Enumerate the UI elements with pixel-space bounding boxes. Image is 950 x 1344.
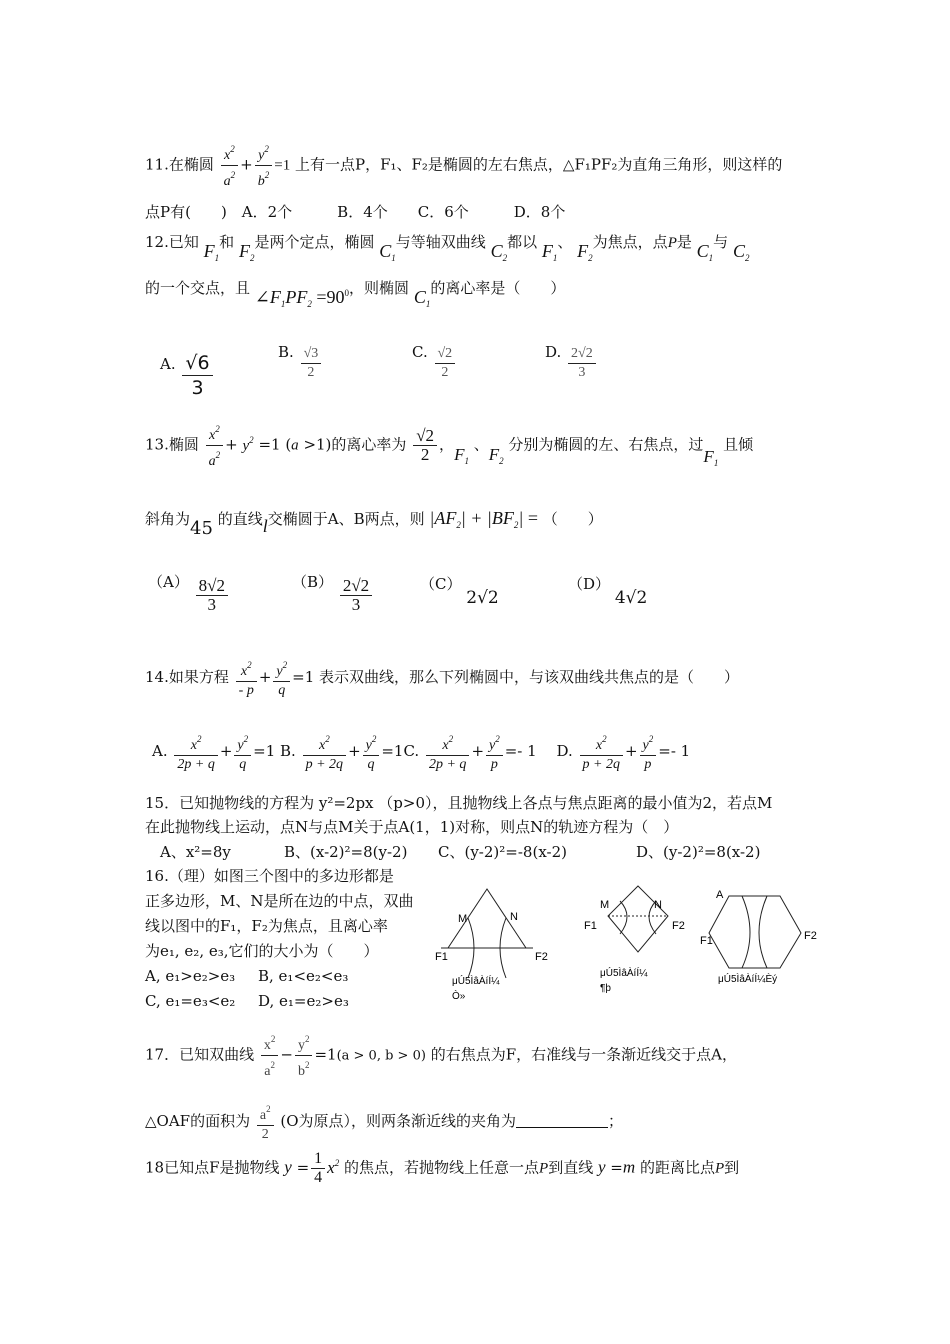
question-18-line1: 18已知点F是抛物线 y = $\frac{1}{4}$ $x^2$ 的焦点，若抛物线上任意一点P到直线 y =m 的距离比点P到	[145, 1150, 740, 1186]
svg-text:F2: F2	[672, 920, 685, 932]
exam-page: 11.在椭圆 $\frac{x^2}{a^2}$ + $\frac{y^2}{b^2}$ =1 上有一点P，F₁、F₂是椭圆的左右焦点，△F₁PF₂为直角三角形，则这样的 点P有( ) A．2个 B．4个 C．6个 D．8个 12.已知 $F_1$和 $F_2$是两个定点，椭圆 $C_1$与等轴双曲线 $C_2$都以 $F_1$、 $F_2$为焦点，点P是 $C_1$与 $C_2$ 的一个交点，且 $\angle F_1PF_2 =90^0$，则椭圆 $C_1$的离心率是（ ） A. $\frac{√6}{3}$ B. $\frac{√3}{2}$ C. $\frac{√2}{2}$ D. $\frac{2√2}{3}$ 13.椭圆 $\frac{x^2}{a^2}$ + $y^2 =1$ (a >1)的离心率为 $\frac{√2}{2}$ ，$F_1$ 、$F_2$ 分别为椭圆的左、右焦点，过$F_1$ 且倾 斜角为45 的直线l交椭圆于A、B两点，则 $|AF_2| + |BF_2|$ = （ ） （A） $\frac{8√2}{3}$ （B） $\frac{2√2}{3}$ （C） 2√2 （D） 4√2 14.如果方程 $\frac{x^2}{- p}$ + $\frac{y^2}{q}$ =1 表示双曲线，那么下列椭圆中，与该双曲线共焦点的是（ ） A. $\frac{x^2}{2p + q}$ + $\frac{y^2}{q}$ =1 B. $\frac{x^2}{p + 2q}$ + $\frac{y^2}{q}$ =1C. $\frac{x^2}{2p + q}$ + $\frac{y^2}{p}$ =- 1 D. $\frac{x^2}{p + 2q}$ + $\frac{y^2}{p}$ =- 1 15．已知抛物线的方程为 y²=2px （p>0），且抛物线上各点与焦点距离的最小值为2，若点M 在此抛物线上运动，点N与点M关于点A(1，1)对称，则点N的轨迹方程为（ ） A、x²=8y B、(x-2)²=8(y-2) C、(y-2)²=-8(x-2) D、(y-2)²=8(x-2) 16.（理）如图三个图中的多边形都是 正多边形，M、N是所在边的中点，双曲 线以图中的F₁，F₂为焦点，且离心率 为e₁, e₂, e₃,它们的大小为（ ） A, e₁>e₂>e₃ B, e₁<e₂<e₃ C, e₁=e₃<e₂ D, e₁=e₂>e₃ M N F1 F2 μÚ5ÌâÀíÍ¼ Ò» M N F1 F2 μÚ5ÌâÀíÍ¼ ¶þ A F1 F2 μÚ5ÌâÀíÍ¼Èý 17．已知双曲线 $\frac{x^2}{a^2}$ − $\frac{y^2}{b^2}$ =1(a > 0, b > 0) 的右焦点为F，右准线与一条渐近线交于点A， △OAF的面积为 $\frac{a^2}{2}$ (O为原点），则两条渐近线的夹角为 ； 18已知点F是抛物线 y = $\frac{1}{4}$ $x^2$ 的焦点，若抛物线上任意一点P到直线 y =m 的距离比点P到	[0, 0, 950, 1344]
svg-text:Ò»: Ò»	[452, 991, 466, 1002]
frac-x2-a2: $\frac{x^2}{a^2}$	[221, 140, 239, 191]
question-12-line1: 12.已知 $F_1$和 $F_2$是两个定点，椭圆 $C_1$与等轴双曲线 $C_2$都以 $F_1$、 $F_2$为焦点，点P是 $C_1$与 $C_2$	[145, 233, 750, 263]
question-17-line1: 17．已知双曲线 $\frac{x^2}{a^2}$ − $\frac{y^2}{b^2}$ =1(a > 0, b > 0) 的右焦点为F，右准线与一条渐近线交于点A，	[145, 1030, 737, 1081]
frac-y2-b2: $\frac{y^2}{b^2}$	[255, 140, 273, 191]
question-11-line2: 点P有( ) A．2个 B．4个 C．6个 D．8个	[145, 203, 566, 221]
svg-text:F1: F1	[700, 935, 713, 947]
fig1-caption: μÚ5ÌâÀíÍ¼	[452, 976, 500, 987]
figure-3-hexagon	[700, 889, 817, 985]
question-13-line2: 斜角为45 的直线l交椭圆于A、B两点，则 $|AF_2| + |BF_2|$ = （ ）	[145, 508, 603, 539]
svg-text:¶þ: ¶þ	[600, 983, 611, 994]
svg-text:N: N	[654, 899, 662, 911]
figure-1-triangle	[435, 889, 548, 1002]
question-17-line2: △OAF的面积为 $\frac{a^2}{2}$ (O为原点），则两条渐近线的夹角为 ；	[145, 1100, 623, 1144]
question-12-line2: 的一个交点，且 $\angle F_1PF_2 =90^0$，则椭圆 $C_1$的离心率是（ ）	[145, 279, 566, 309]
svg-text:F1: F1	[584, 920, 597, 932]
fig1-label-f1: F1	[435, 951, 448, 963]
question-12-options: A. $\frac{√6}{3}$	[160, 340, 215, 400]
fig1-label-n: N	[510, 911, 518, 923]
figure-2-square	[584, 886, 685, 994]
question-16-line1: 16.（理）如图三个图中的多边形都是	[145, 867, 394, 885]
svg-text:M: M	[600, 899, 610, 911]
question-13-line1: 13.椭圆 $\frac{x^2}{a^2}$ + $y^2 =1$ (a >1)的离心率为 $\frac{√2}{2}$ ，$F_1$ 、$F_2$ 分别为椭圆的左、右焦点，过$F_1$ 且倾	[145, 420, 753, 473]
question-11-line1: 11.在椭圆 $\frac{x^2}{a^2}$ + $\frac{y^2}{b^2}$ =1 上有一点P，F₁、F₂是椭圆的左右焦点，△F₁PF₂为直角三角形，则这样的	[145, 140, 782, 191]
question-14-line1: 14.如果方程 $\frac{x^2}{- p}$ + $\frac{y^2}{q}$ =1 表示双曲线，那么下列椭圆中，与该双曲线共焦点的是（ ）	[145, 656, 739, 700]
svg-text:μÚ5ÌâÀíÍ¼Èý: μÚ5ÌâÀíÍ¼Èý	[718, 974, 778, 985]
question-15-line1: 15．已知抛物线的方程为 y²=2px （p>0），且抛物线上各点与焦点距离的最小值为2，若点M	[145, 794, 773, 812]
svg-text:μÚ5ÌâÀíÍ¼: μÚ5ÌâÀíÍ¼	[600, 968, 648, 979]
svg-text:A: A	[716, 889, 724, 901]
question-14-options: A. $\frac{x^2}{2p + q}$ + $\frac{y^2}{q}$ =1 B. $\frac{x^2}{p + 2q}$ + $\frac{y^2}{q}$ =1C. $\frac{x^2}{2p + q}$ + $\frac{y^2}{p}$ =- 1 D. $\frac{x^2}{p + 2q}$ + $\frac{y^2}{p}$ =- 1	[152, 730, 690, 774]
fig1-label-f2: F2	[535, 951, 548, 963]
fig1-label-m: M	[458, 913, 468, 925]
answer-blank[interactable]	[516, 1113, 608, 1128]
svg-text:F2: F2	[804, 930, 817, 942]
question-15-line2: 在此抛物线上运动，点N与点M关于点A(1，1)对称，则点N的轨迹方程为（ ）	[145, 818, 679, 836]
